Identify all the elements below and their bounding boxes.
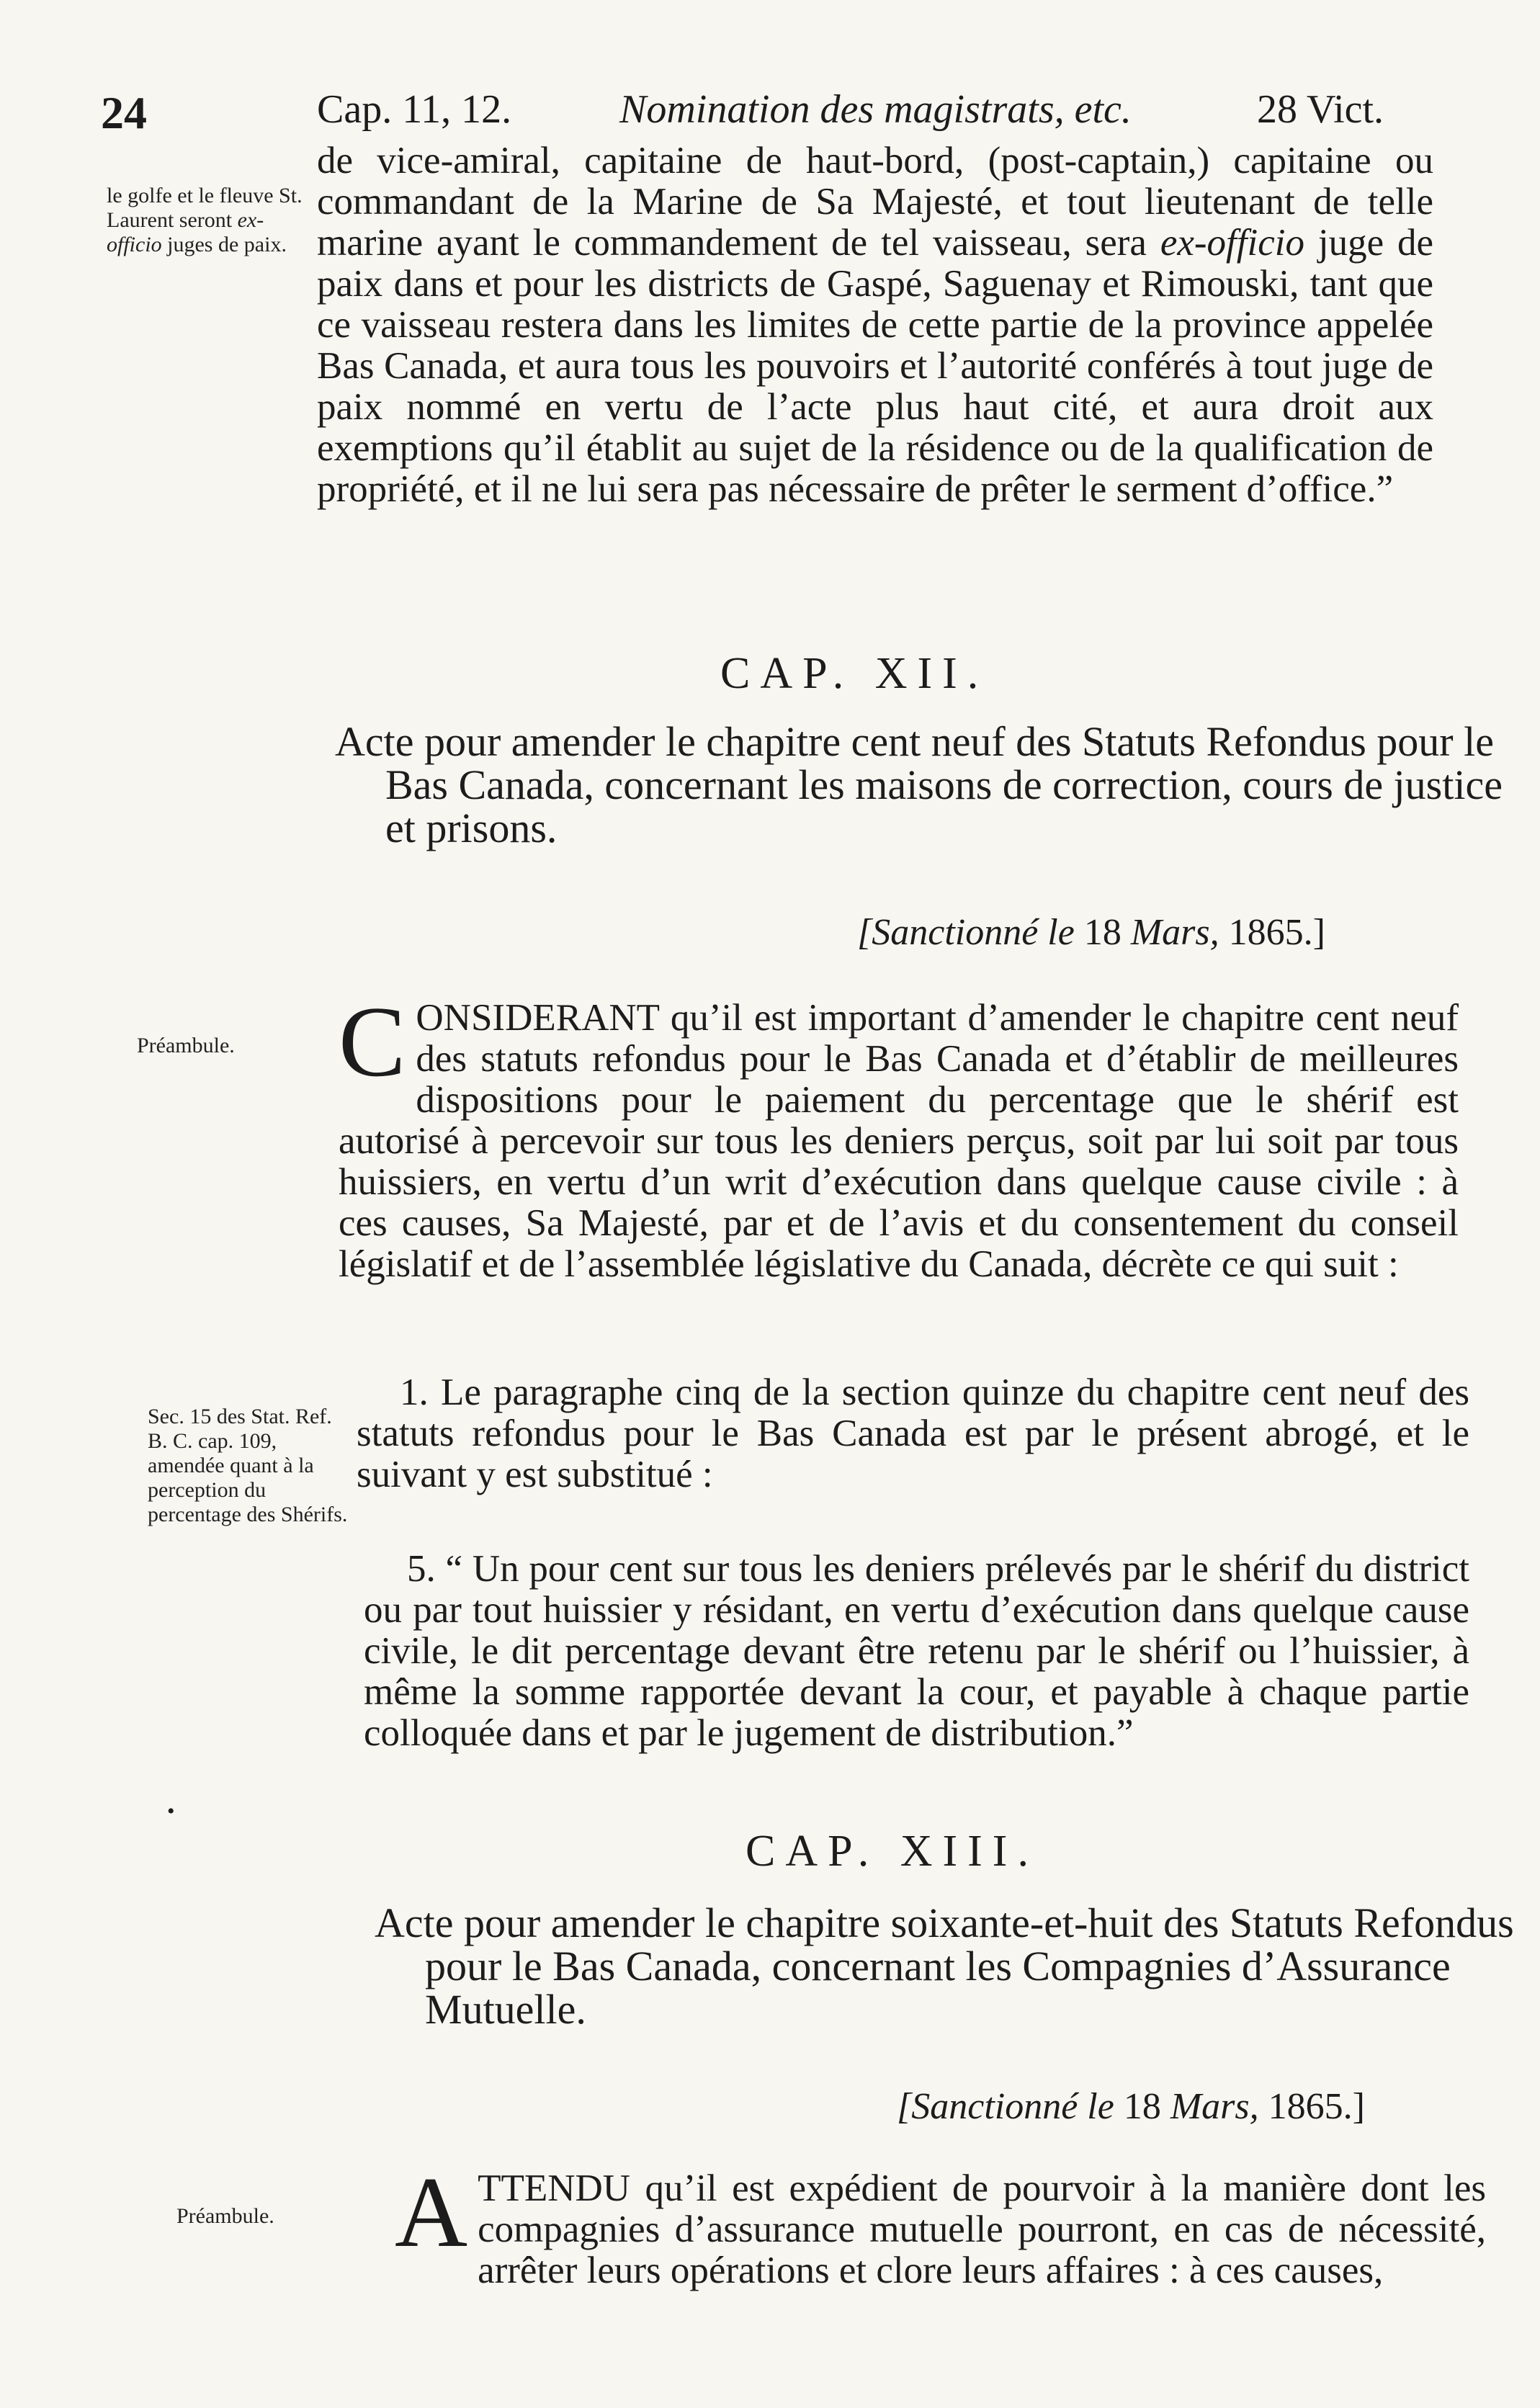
cap13-sanction-b: 18 <box>1123 2086 1161 2127</box>
continued-text-a: de vice-amiral, capitaine de haut-bord, (post-captain,) capitaine ou commandant de la Marine de Sa Majesté, et tout lieutenant de telle marine ayant le commandement de tel vaisseau, sera <box>317 140 1433 264</box>
margin-note-golfe-b: ex-officio <box>107 208 264 256</box>
cap13-title-rest: Statuts Refondus pour le Bas Canada, concernant les Compagnies d’Assurance Mutuelle. <box>425 1899 1514 2033</box>
cap12-section-1-paragraph-5: 5. “ Un pour cent sur tous les deniers prélevés par le shérif du district ou par tout huissier y résidant, en vertu d’exécution dans quelque cause civile, le dit percentage devant être retenu par le shérif ou l’huissier, à même la somme rapportée devant la cour, et payable à chaque partie colloquée dans et par le jugement de distribution.” <box>364 1548 1469 1754</box>
margin-note-golfe-c: juges de paix. <box>167 233 287 256</box>
continued-paragraph <box>317 140 1433 510</box>
cap13-title-first: Acte pour amender le chapitre soixante-et-huit des <box>375 1899 1219 1946</box>
cap12-sanction-c: Mars, <box>1130 912 1219 953</box>
cap12-section-1: 1. Le paragraphe cinq de la section quinze du chapitre cent neuf des statuts refondus pour le Bas Canada est par le présent abrogé, et le suivant y est substitué : <box>357 1371 1469 1495</box>
regnal-year: 28 Vict. <box>1257 87 1384 132</box>
cap13-sanction <box>897 2085 1365 2128</box>
chapter-range: Cap. 11, 12. <box>317 87 512 132</box>
margin-note-golfe <box>107 184 315 257</box>
cap12-heading: CAP. XII. <box>720 649 989 698</box>
running-title: Nomination des magistrats, etc. <box>619 87 1132 132</box>
continued-text-b: ex-officio <box>1160 222 1304 264</box>
margin-note-preambule-1: Préambule. <box>137 1034 235 1057</box>
cap12-sanction-a: [Sanctionné le <box>857 912 1075 953</box>
cap13-dropcap: A <box>395 2157 468 2268</box>
continued-text-c: juge de paix dans et pour les districts de Gaspé, Saguenay et Rimouski, tant que ce vaisseau restera dans les limites de cette partie de la province appelée Bas Canada, et aura tous les pouvoirs et l’autorité conférés à tout juge de paix nommé en vertu de l’acte plus haut cité, et aura droit aux exemptions qu’il établit au sujet de la résidence ou de la qualification de propriété, et il ne lui sera pas nécessaire de prêter le serment d’office.” <box>317 222 1434 510</box>
cap12-title-rest: Refondus pour le Bas Canada, concernant les maisons de correction, cours de justice et prisons. <box>385 718 1503 851</box>
cap12-sanction-b: 18 <box>1083 912 1122 953</box>
cap12-title-first: Acte pour amender le chapitre cent neuf des Statuts <box>335 718 1196 765</box>
cap13-sanction-c: Mars, <box>1170 2086 1259 2127</box>
cap13-preamble-text: TTENDU qu’il est expédient de pourvoir à la manière dont les compagnies d’assurance mutuelle pourront, en cas de nécessité, arrêter leurs opérations et clore leurs affaires : à ces causes, <box>478 2167 1486 2291</box>
cap13-preamble <box>395 2157 1486 2291</box>
cap13-sanction-d: 1865.] <box>1268 2086 1365 2127</box>
cap12-sanction-d: 1865.] <box>1228 912 1325 953</box>
cap13-heading: CAP. XIII. <box>746 1827 1039 1876</box>
cap12-dropcap: C <box>339 986 406 1098</box>
margin-note-golfe-a: le golfe et le fleuve St. Laurent seront <box>107 184 303 232</box>
cap13-sanction-a: [Sanctionné le <box>897 2086 1114 2127</box>
cap12-preamble-text: ONSIDERANT qu’il est important d’amender le chapitre cent neuf des statuts refondus pour le Bas Canada et d’établir de meilleures dispositions pour le paiement du percentage que le shérif est autorisé à percevoir sur tous les deniers perçus, soit par lui soit par tous huissiers, en vertu d’un writ d’exécution dans quelque cause civile : à ces causes, Sa Majesté, par et de l’avis et du consentement du conseil législatif et de l’assemblée législative du Canada, décrète ce qui suit : <box>339 997 1459 1285</box>
margin-note-preambule-2: Préambule. <box>176 2204 274 2228</box>
margin-note-sec15: Sec. 15 des Stat. Ref. B. C. cap. 109, amendée quant à la perception du percentage des Shérifs. <box>148 1405 348 1526</box>
cap12-preamble <box>339 986 1459 1285</box>
cap13-title <box>375 1899 1534 2033</box>
running-header <box>0 65 1540 151</box>
cap12-title <box>335 720 1509 850</box>
stray-mark: • <box>167 1799 175 1823</box>
cap12-sanction <box>857 911 1325 954</box>
page-number: 24 <box>101 87 147 138</box>
